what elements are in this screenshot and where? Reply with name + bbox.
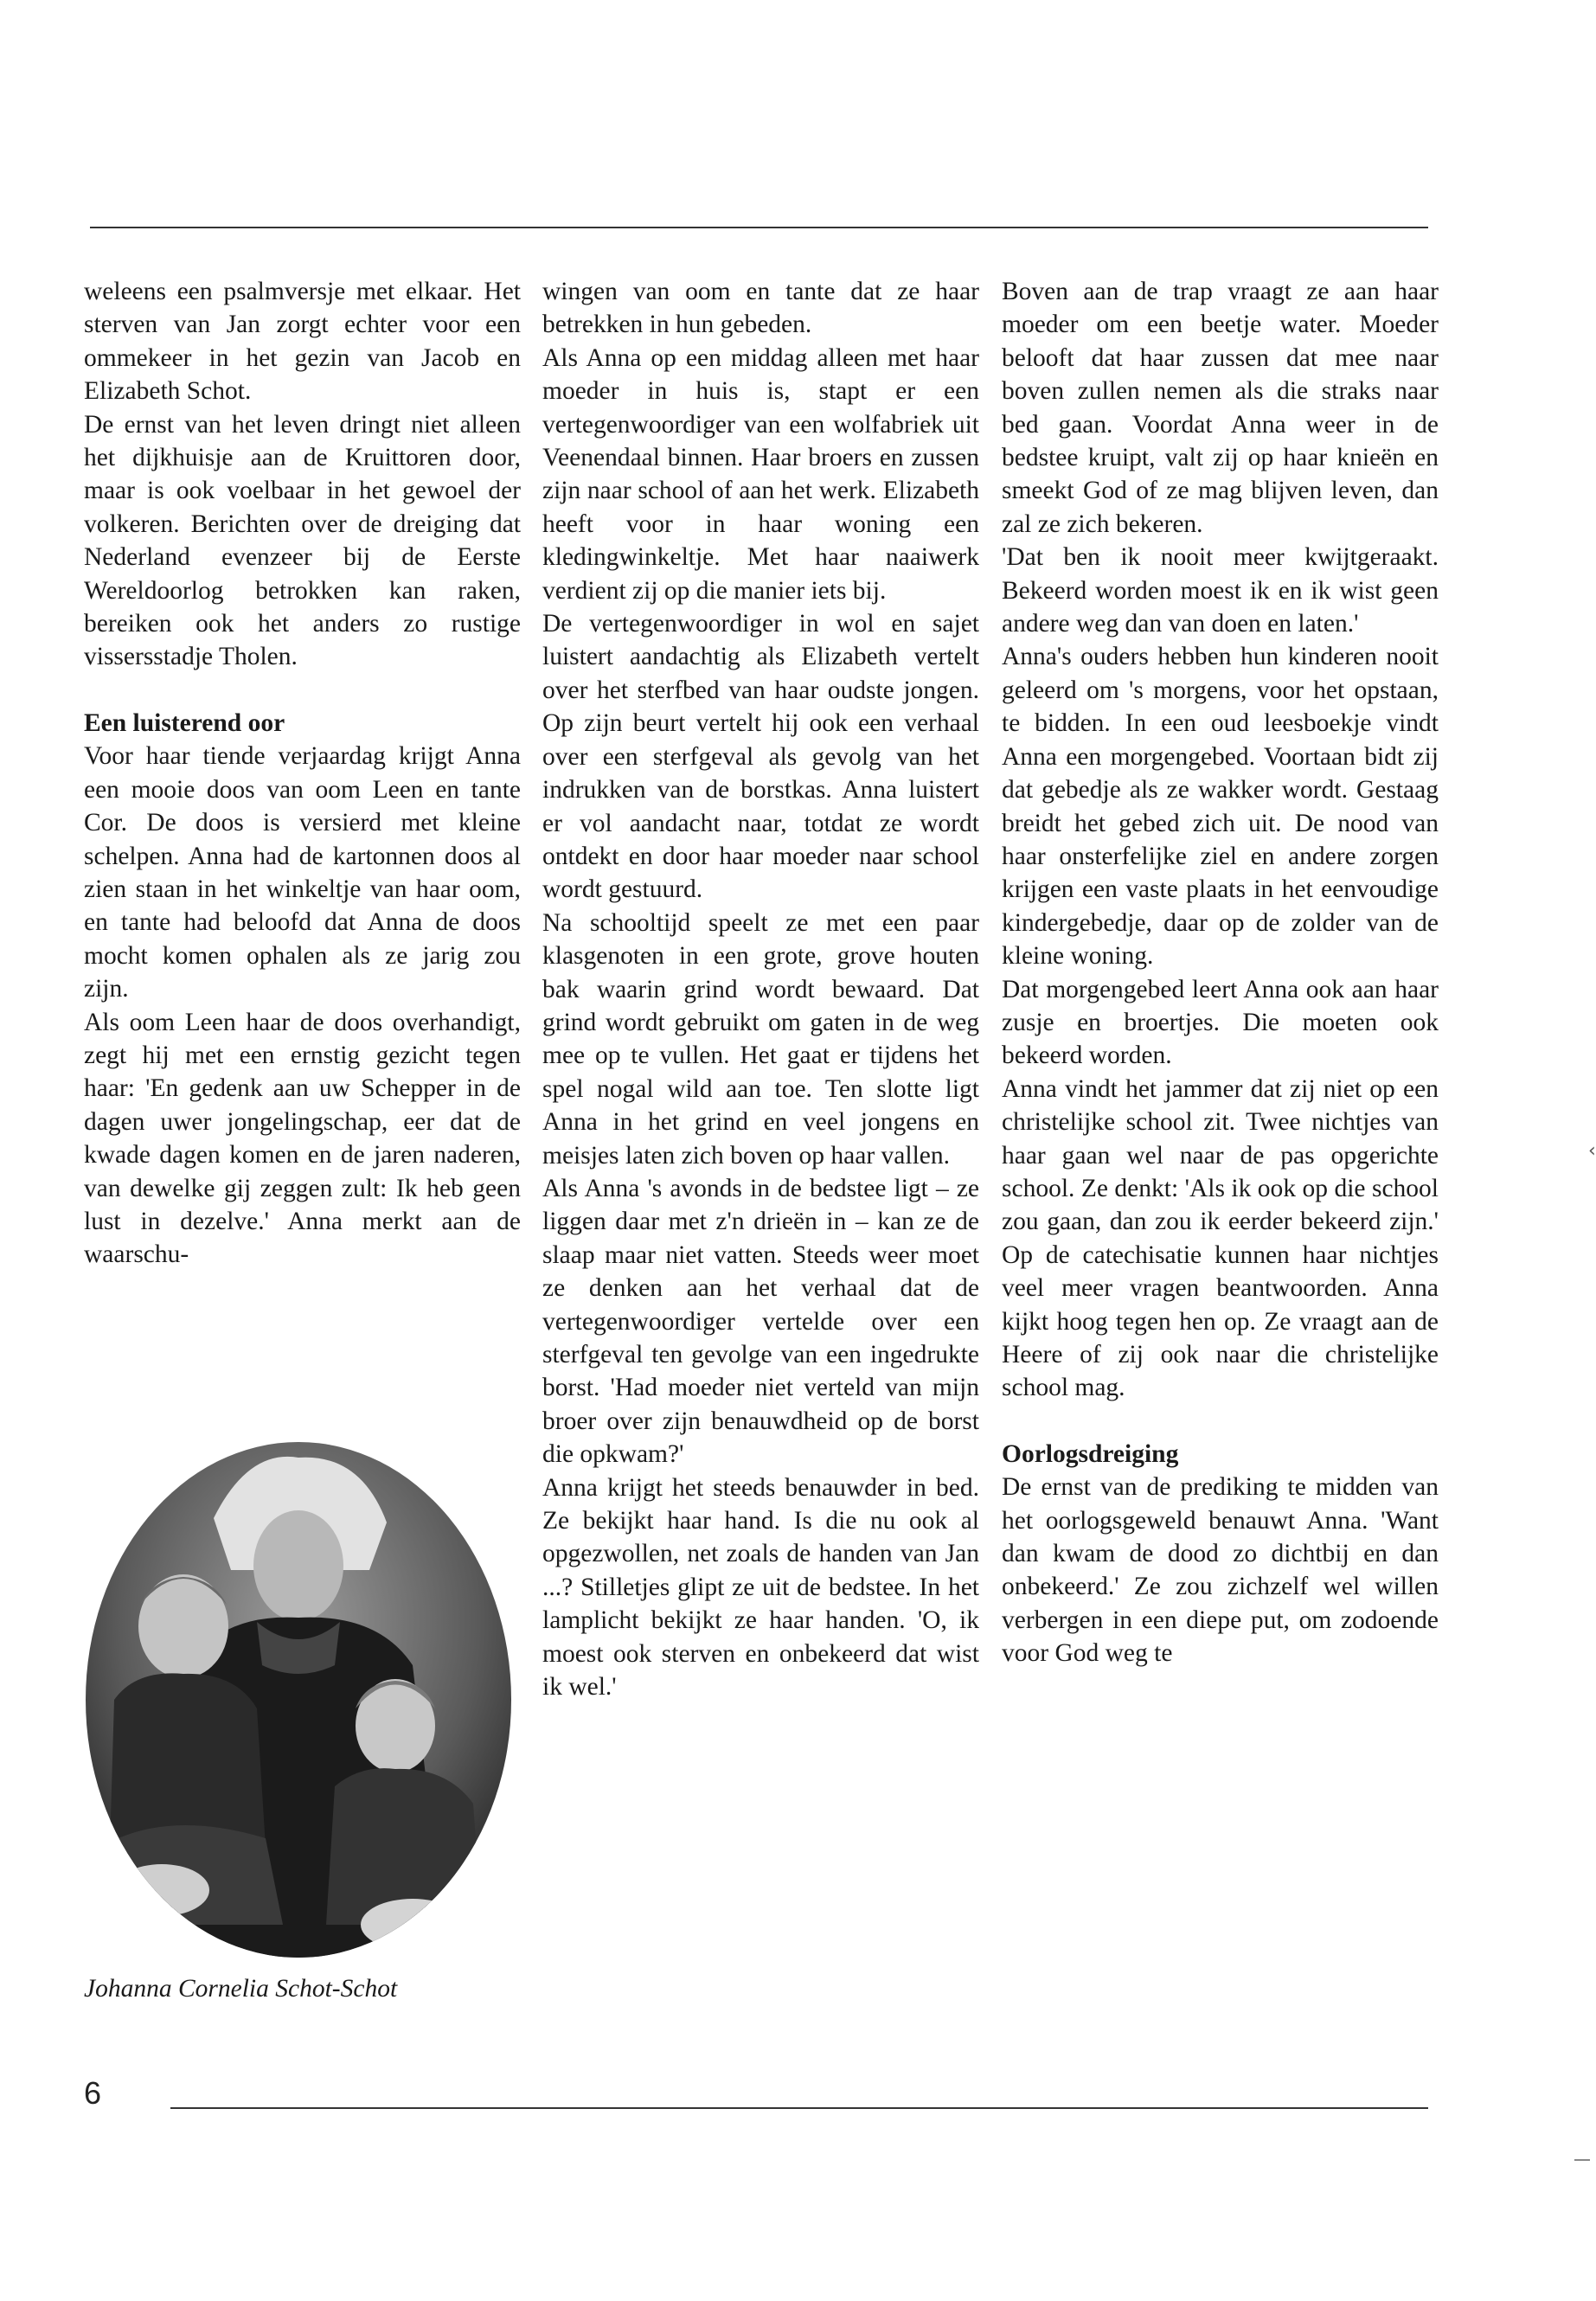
photo-caption: Johanna Cornelia Schot-Schot — [84, 1975, 398, 2003]
paragraph-gap — [84, 674, 521, 707]
paragraph: Als oom Leen haar de doos overhandigt, zegt hij met een ernstig gezicht tegen haar: 'En gedenk aan uw Schepper in de dagen uwer jongelingschap, eer dat de kwade dagen komen en de jaren naderen, van dewelke gij zeggen zult: Ik heb geen lust in dezelve.' Anna merkt aan de waarschu- — [84, 1008, 521, 1269]
paragraph: 'Dat ben ik nooit meer kwijtgeraakt. Bekeerd worden moest ik en ik wist geen andere weg dan van doen en laten.' — [1002, 543, 1439, 638]
paragraph: Na schooltijd speelt ze met een paar klasgenoten in een grote, grove houten bak waarin grind wordt bewaard. Dat grind wordt gebruikt om gaten in de weg mee op te vullen. Het gaat er tijdens het spel nogal wild aan toe. Ten slotte ligt Anna in het grind en veel jongens en meisjes laten zich boven op haar vallen. — [542, 908, 979, 1170]
header-rule — [90, 227, 1428, 228]
text-column-1 — [84, 275, 521, 1272]
text-column-2 — [542, 275, 979, 1703]
paragraph: Als Anna op een middag alleen met haar moeder in huis is, stapt er een vertegenwoordiger van een wolfabriek uit Veenendaal binnen. Haar broers en zussen zijn naar school of aan het werk. Elizabeth heeft voor in haar woning een kledingwinkeltje. Met haar naaiwerk verdient zij op die manier iets bij. — [542, 343, 979, 605]
scan-edge-mark: ‹ — [1588, 1140, 1596, 1162]
page-number: 6 — [84, 2075, 102, 2111]
paragraph: De ernst van de prediking te midden van het oorlogsgeweld benauwt Anna. 'Want dan kwam de dood zo dichtbij en dan onbekeerd.' Ze zou zichzelf wel willen verbergen in een diepe put, om zodoende voor God weg te — [1002, 1473, 1439, 1668]
paragraph: De vertegenwoordiger in wol en sajet luistert aandachtig als Elizabeth vertelt over het sterfbed van haar oudste jongen. Op zijn beurt vertelt hij ook een verhaal over een sterfgeval als gevolg van het indrukken van de borstkas. Anna luistert er vol aandacht naar, totdat ze wordt ontdekt en door haar moeder naar school wordt gestuurd. — [542, 610, 979, 904]
section-heading: Oorlogsdreiging — [1002, 1439, 1179, 1468]
paragraph: Als Anna 's avonds in de bedstee ligt – ze liggen daar met z'n drieën in – kan ze de slaap maar niet vatten. Steeds weer moet ze denken aan het verhaal dat de vertegenwoordiger vertelde over een sterfgeval ten gevolge van een ingedrukte borst. 'Had moeder niet verteld van mijn broer over zijn benauwdheid op de borst die opkwam?' — [542, 1174, 979, 1469]
paragraph: Dat morgengebed leert Anna ook aan haar zusje en broertjes. Die moeten ook bekeerd worden. — [1002, 975, 1439, 1070]
scan-edge-mark — [1574, 2159, 1590, 2161]
paragraph: weleens een psalmversje met elkaar. Het sterven van Jan zorgt echter voor een ommekeer in het gezin van Jacob en Elizabeth Schot. — [84, 278, 521, 406]
paragraph: Voor haar tiende verjaardag krijgt Anna een mooie doos van oom Leen en tante Cor. De doos is versierd met kleine schelpen. Anna had de kartonnen doos al zien staan in het winkeltje van haar oom, en tante had beloofd dat Anna de doos mocht komen ophalen als ze jarig zou zijn. — [84, 742, 521, 1003]
family-photo — [84, 1440, 513, 1959]
section-heading: Een luisterend oor — [84, 708, 285, 737]
photo-image — [84, 1440, 513, 1959]
text-column-3 — [1002, 275, 1439, 1670]
paragraph: Anna krijgt het steeds benauwder in bed. Ze bekijkt haar hand. Is die nu ook al opgezwollen, net zoals de handen van Jan ...? Stilletjes glipt ze uit de bedstee. In het lamplicht bekijkt ze haar handen. 'O, ik moest ook sterven en onbekeerd dat wist ik wel.' — [542, 1473, 979, 1702]
paragraph: Anna's ouders hebben hun kinderen nooit geleerd om 's morgens, voor het opstaan, te bidden. In een oud leesboekje vindt Anna een morgengebed. Voortaan bidt zij dat gebedje als ze wakker wordt. Gestaag breidt het gebed zich uit. De nood van haar onsterfelijke ziel en andere zorgen krijgen een vaste plaats in het eenvoudige kindergebedje, daar op de zolder van de kleine woning. — [1002, 643, 1439, 971]
paragraph: De ernst van het leven dringt niet alleen het dijkhuisje aan de Kruittoren door, maar is ook voelbaar in het gewoel der volkeren. Berichten over de dreiging dat Nederland evenzeer bij de Eerste Wereldoorlog betrokken kan raken, bereiken ook het anders zo rustige vissersstadje Tholen. — [84, 410, 521, 671]
paragraph-gap — [1002, 1405, 1439, 1438]
footer-rule — [170, 2107, 1428, 2109]
paragraph: Anna vindt het jammer dat zij niet op een christelijke school zit. Twee nichtjes van haar gaan wel naar de pas opgerichte school. Ze denkt: 'Als ik ook op die school zou gaan, dan zou ik eerder bekeerd zijn.' Op de catechisatie kunnen haar nichtjes veel meer vragen beantwoorden. Anna kijkt hoog tegen hen op. Ze vraagt aan de Heere of zij ook naar die christelijke school mag. — [1002, 1074, 1439, 1402]
paragraph: Boven aan de trap vraagt ze aan haar moeder om een beetje water. Moeder belooft dat haar zussen dat mee naar boven zullen nemen als die straks naar bed gaan. Voordat Anna weer in de bedstee kruipt, valt zij op haar knieën en smeekt God of ze mag blijven leven, dan zal ze zich bekeren. — [1002, 278, 1439, 538]
paragraph: wingen van oom en tante dat ze haar betrekken in hun gebeden. — [542, 278, 979, 339]
